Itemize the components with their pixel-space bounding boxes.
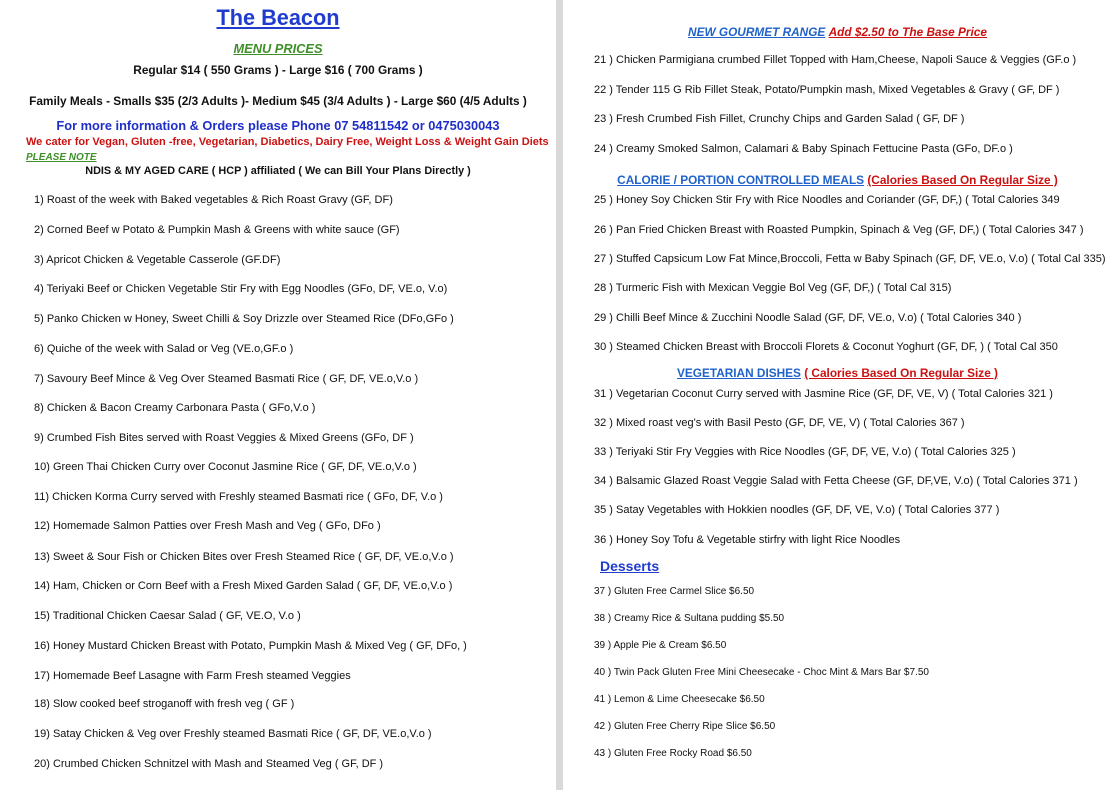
phone-line: For more information & Orders please Phone 07 54811542 or 0475030043 bbox=[56, 118, 500, 133]
menu-item: 7) Savoury Beef Mince & Veg Over Steamed Basmati Rice ( GF, DF, VE.o,V.o ) bbox=[34, 373, 419, 385]
dessert-item: 43 ) Gluten Free Rocky Road $6.50 bbox=[594, 748, 752, 759]
menu-item: 28 ) Turmeric Fish with Mexican Veggie Bol Veg (GF, DF,) ( Total Cal 315) bbox=[594, 282, 952, 294]
ndis-line: NDIS & MY AGED CARE ( HCP ) affiliated ( We can Bill Your Plans Directly ) bbox=[85, 165, 471, 177]
menu-item: 33 ) Teriyaki Stir Fry Veggies with Rice Noodles (GF, DF, VE, V.o) ( Total Calories 325 ) bbox=[594, 446, 1016, 458]
menu-item: 36 ) Honey Soy Tofu & Vegetable stirfry with light Rice Noodles bbox=[594, 534, 901, 546]
gourmet-title: NEW GOURMET RANGE bbox=[688, 25, 826, 39]
menu-item: 35 ) Satay Vegetables with Hokkien noodles (GF, DF, VE, V.o) ( Total Calories 377 ) bbox=[594, 504, 1000, 516]
calorie-title: CALORIE / PORTION CONTROLLED MEALS bbox=[617, 173, 865, 187]
dessert-item: 39 ) Apple Pie & Cream $6.50 bbox=[594, 640, 727, 651]
menu-item: 31 ) Vegetarian Coconut Curry served with Jasmine Rice (GF, DF, VE, V) ( Total Calories 321 ) bbox=[594, 388, 1053, 400]
menu-item: 32 ) Mixed roast veg's with Basil Pesto (GF, DF, VE, V) ( Total Calories 367 ) bbox=[594, 417, 965, 429]
menu-item: 22 ) Tender 115 G Rib Fillet Steak, Potato/Pumpkin mash, Mixed Vegetables & Gravy ( GF, DF ) bbox=[594, 84, 1060, 96]
dessert-item: 40 ) Twin Pack Gluten Free Mini Cheesecake - Choc Mint & Mars Bar $7.50 bbox=[594, 667, 929, 678]
menu-item: 10) Green Thai Chicken Curry over Coconut Jasmine Rice ( GF, DF, VE.o,V.o ) bbox=[34, 461, 417, 473]
dessert-item: 38 ) Creamy Rice & Sultana pudding $5.50 bbox=[594, 613, 785, 624]
dessert-item: 42 ) Gluten Free Cherry Ripe Slice $6.50 bbox=[594, 721, 776, 732]
dessert-item: 37 ) Gluten Free Carmel Slice $6.50 bbox=[594, 586, 755, 597]
menu-item: 21 ) Chicken Parmigiana crumbed Fillet Topped with Ham,Cheese, Napoli Sauce & Veggies (GF.o ) bbox=[594, 54, 1077, 66]
menu-item: 34 ) Balsamic Glazed Roast Veggie Salad with Fetta Cheese (GF, DF,VE, V.o) ( Total Calories 371 ) bbox=[594, 475, 1078, 487]
menu-item: 25 ) Honey Soy Chicken Stir Fry with Rice Noodles and Coriander (GF, DF,) ( Total Calories 349 bbox=[594, 194, 1060, 206]
menu-item: 8) Chicken & Bacon Creamy Carbonara Pasta ( GFo,V.o ) bbox=[34, 402, 316, 414]
menu-item: 9) Crumbed Fish Bites served with Roast Veggies & Mixed Greens (GFo, DF ) bbox=[34, 432, 414, 444]
menu-item: 16) Honey Mustard Chicken Breast with Potato, Pumpkin Mash & Mixed Veg ( GF, DFo, ) bbox=[34, 640, 467, 652]
menu-item: 26 ) Pan Fried Chicken Breast with Roasted Pumpkin, Spinach & Veg (GF, DF,) ( Total Calories 347 ) bbox=[594, 224, 1084, 236]
gourmet-heading bbox=[567, 25, 1108, 39]
menu-item: 12) Homemade Salmon Patties over Fresh Mash and Veg ( GFo, DFo ) bbox=[34, 520, 381, 532]
menu-item: 2) Corned Beef w Potato & Pumpkin Mash & Greens with white sauce (GF) bbox=[34, 224, 400, 236]
menu-item: 17) Homemade Beef Lasagne with Farm Fresh steamed Veggies bbox=[34, 670, 351, 682]
menu-item: 6) Quiche of the week with Salad or Veg (VE.o,GF.o ) bbox=[34, 343, 294, 355]
menu-item: 15) Traditional Chicken Caesar Salad ( GF, VE.O, V.o ) bbox=[34, 610, 301, 622]
vegetarian-note: ( Calories Based On Regular Size ) bbox=[804, 366, 998, 380]
restaurant-title: The Beacon bbox=[216, 5, 340, 30]
menu-item: 3) Apricot Chicken & Vegetable Casserole (GF.DF) bbox=[34, 254, 281, 266]
menu-item: 27 ) Stuffed Capsicum Low Fat Mince,Broccoli, Fetta w Baby Spinach (GF, DF, VE.o, V.o) ( Total Cal 335) bbox=[594, 253, 1106, 265]
diets-line: We cater for Vegan, Gluten -free, Vegetarian, Diabetics, Dairy Free, Weight Loss & Weight Gain Diets bbox=[26, 136, 549, 148]
calorie-heading bbox=[567, 173, 1108, 187]
family-meals-line: Family Meals - Smalls $35 (2/3 Adults )- Medium $45 (3/4 Adults ) - Large $60 (4/5 Adults ) bbox=[29, 94, 527, 108]
dessert-item: 41 ) Lemon & Lime Cheesecake $6.50 bbox=[594, 694, 765, 705]
regular-price-line: Regular $14 ( 550 Grams ) - Large $16 ( 700 Grams ) bbox=[133, 63, 423, 77]
menu-page-right bbox=[563, 0, 1112, 790]
menu-item: 5) Panko Chicken w Honey, Sweet Chilli & Soy Drizzle over Steamed Rice (DFo,GFo ) bbox=[34, 313, 454, 325]
calorie-note: (Calories Based On Regular Size ) bbox=[867, 173, 1058, 187]
menu-item: 19) Satay Chicken & Veg over Freshly steamed Basmati Rice ( GF, DF, VE.o,V.o ) bbox=[34, 728, 432, 740]
menu-item: 18) Slow cooked beef stroganoff with fresh veg ( GF ) bbox=[34, 698, 295, 710]
vegetarian-heading bbox=[567, 366, 1108, 380]
menu-item: 20) Crumbed Chicken Schnitzel with Mash and Steamed Veg ( GF, DF ) bbox=[34, 758, 384, 770]
please-note: PLEASE NOTE bbox=[26, 152, 97, 163]
menu-item: 24 ) Creamy Smoked Salmon, Calamari & Baby Spinach Fettucine Pasta (GFo, DF.o ) bbox=[594, 143, 1013, 155]
gourmet-price: Add $2.50 to The Base Price bbox=[828, 25, 987, 39]
menu-item: 30 ) Steamed Chicken Breast with Broccoli Florets & Coconut Yoghurt (GF, DF, ) ( Total Cal 350 bbox=[594, 341, 1058, 353]
menu-item: 23 ) Fresh Crumbed Fish Fillet, Crunchy Chips and Garden Salad ( GF, DF ) bbox=[594, 113, 965, 125]
desserts-heading: Desserts bbox=[600, 558, 660, 574]
menu-item: 11) Chicken Korma Curry served with Freshly steamed Basmati rice ( GFo, DF, V.o ) bbox=[34, 491, 443, 503]
menu-item: 29 ) Chilli Beef Mince & Zucchini Noodle Salad (GF, DF, VE.o, V.o) ( Total Calories 340 ) bbox=[594, 312, 1022, 324]
menu-prices-heading: MENU PRICES bbox=[233, 41, 323, 56]
menu-item: 13) Sweet & Sour Fish or Chicken Bites over Fresh Steamed Rice ( GF, DF, VE.o,V.o ) bbox=[34, 551, 454, 563]
menu-item: 14) Ham, Chicken or Corn Beef with a Fresh Mixed Garden Salad ( GF, DF, VE.o,V.o ) bbox=[34, 580, 453, 592]
menu-item: 4) Teriyaki Beef or Chicken Vegetable Stir Fry with Egg Noodles (GFo, DF, VE.o, V.o) bbox=[34, 283, 448, 295]
vegetarian-title: VEGETARIAN DISHES bbox=[677, 366, 801, 380]
menu-item: 1) Roast of the week with Baked vegetables & Rich Roast Gravy (GF, DF) bbox=[34, 194, 393, 206]
